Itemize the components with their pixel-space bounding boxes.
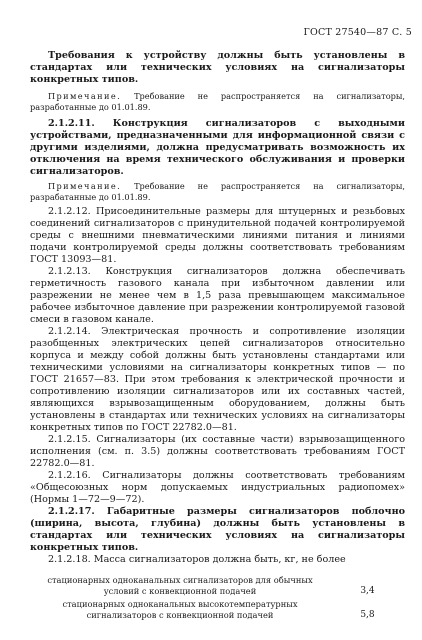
mass-row [30,575,405,596]
mass-value: 3,4 [360,585,375,596]
note-text: Требование не распространяется на сигнализаторы, разработанные до 01.01.89. [30,91,405,112]
note-1 [30,91,405,113]
paragraph-2-1-2-16: 2.1.2.16. Сигнализаторы должны соответствовать требованиям «Общесоюзных норм допускаемых индустриальных радиопомех» (Нормы 1—72—9—72). [30,470,405,505]
mass-label: стационарных одноканальных высокотемпературных сигнализаторов с конвекционной подачей [62,599,298,620]
paragraph-2-1-2-18: 2.1.2.18. Масса сигнализаторов должна быть, кг, не более [48,554,346,565]
paragraph-2-1-2-15: 2.1.2.15. Сигнализаторы (их составные части) взрывозащищенного исполнения (см. п. 3.5) должны соответствовать требованиям ГОСТ 22782.0—81. [30,434,405,469]
mass-row [30,599,405,620]
note-2 [30,181,405,203]
mass-value: 5,8 [360,609,375,620]
paragraph-2-1-2-11: 2.1.2.11. Конструкция сигнализаторов с выходными устройствами, предназначенными для информационной связи с другими изделиями, должна предусматривать возможность их отключения на время технического обслуживания и проверки сигнализаторов. [30,118,405,177]
note-label: Примечание. [48,91,122,101]
document-body [30,50,405,620]
paragraph-2-1-2-13: 2.1.2.13. Конструкция сигнализаторов должна обеспечивать герметичность газового канала при избыточном давлении или разрежении не менее чем в 1,5 раза превышающем максимальное рабочее избыточное давление при разрежении контролируемой газовой смеси в газовом канале. [30,266,405,325]
paragraph-2-1-2-12: 2.1.2.12. Присоединительные размеры для штуцерных и резьбовых соединений сигнализаторов с принудительной подачей контролируемой среды с внешними пневматическими линиями питания и линиями подачи контролируемой среды должны соответствовать требованиям ГОСТ 13093—81. [30,206,405,265]
note-label: Примечание. [48,181,122,191]
mass-label: стационарных одноканальных сигнализаторов для обычных условий с конвекционной подачей [47,575,313,596]
note-text: Требование не распространяется на сигнализаторы, разрабатанные до 01.01.89. [30,181,405,202]
mass-table [30,575,405,620]
paragraph-2-1-2-17: 2.1.2.17. Габаритные размеры сигнализаторов поблочно (ширина, высота, глубина) должны быть установлены в стандартах или технических условиях на сигнализаторы конкретных типов. [30,506,405,553]
page-header: ГОСТ 27540—87 С. 5 [303,27,412,38]
paragraph-2-1-2-14: 2.1.2.14. Электрическая прочность и сопротивление изоляции разобщенных электрических цепей сигнализаторов относительно корпуса и между собой должны быть установлены стандартами или техническими условиями на сигнализаторы конкретных типов — по ГОСТ 21657—83. При этом требования к электрической прочности и сопротивлению изоляции сигнализаторов или их составных частей, являющихся взрывозащищенным оборудованием, должны быть установлены в стандартах или технических условиях на сигнализаторы конкретных типов по ГОСТ 22782.0—81. [30,326,405,433]
paragraph-requirements: Требования к устройству должны быть установлены в стандартах или технических условиях на сигнализаторы конкретных типов. [30,50,405,85]
